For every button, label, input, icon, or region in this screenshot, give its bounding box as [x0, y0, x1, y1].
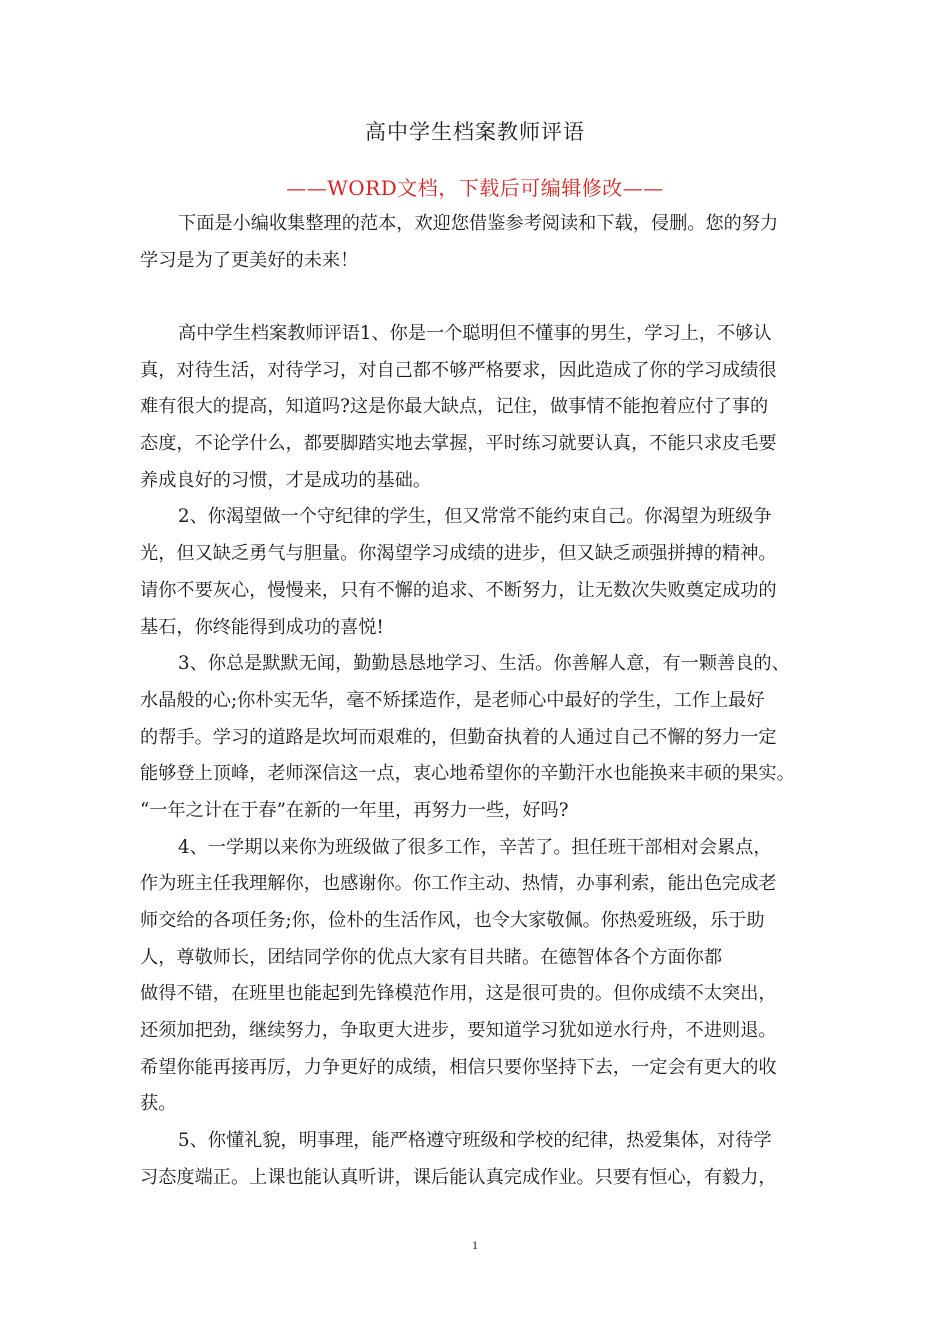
body-line: 水晶般的心;你朴实无华，毫不矫揉造作，是老师心中最好的学生，工作上最好 [140, 689, 765, 711]
body-line: 真，对待生活，对待学习，对自己都不够严格要求，因此造成了你的学习成绩很 [140, 359, 777, 381]
comments-body [140, 316, 830, 1197]
intro-paragraph [140, 206, 830, 279]
body-line: 难有很大的提高，知道吗?这是你最大缺点，记住，做事情不能抱着应付了事的 [140, 396, 769, 418]
body-line: 的帮手。学习的道路是坎坷而艰难的，但勤奋执着的人通过自己不懈的努力一定 [140, 726, 777, 748]
body-line: 基石，你终能得到成功的喜悦! [140, 616, 384, 638]
body-line: 态度，不论学什么，都要脚踏实地去掌握，平时练习就要认真，不能只求皮毛要 [140, 433, 777, 455]
intro-line: 下面是小编收集整理的范本，欢迎您借鉴参考阅读和下载，侵删。您的努力 [178, 213, 779, 234]
body-line: 还须加把劲，继续努力，争取更大进步，要知道学习犹如逆水行舟，不进则退。 [140, 1020, 777, 1042]
body-line: 获。 [140, 1093, 177, 1115]
body-line: 高中学生档案教师评语1、你是一个聪明但不懂事的男生，学习上，不够认 [178, 323, 772, 344]
body-line: 作为班主任我理解你，也感谢你。你工作主动、热情，办事利索，能出色完成老 [140, 873, 777, 895]
body-line: “一年之计在于春”在新的一年里，再努力一些，好吗? [140, 799, 569, 821]
body-line: 4、一学期以来你为班级做了很多工作，辛苦了。担任班干部相对会累点， [178, 836, 772, 858]
body-line: 光，但又缺乏勇气与胆量。你渴望学习成绩的进步，但又缺乏顽强拼搏的精神。 [140, 543, 777, 565]
body-line: 希望你能再接再厉，力争更好的成绩，相信只要你坚持下去，一定会有更大的收 [140, 1056, 777, 1078]
body-line: 做得不错，在班里也能起到先锋模范作用，这是很可贵的。但你成绩不太突出， [140, 983, 777, 1005]
body-line: 养成良好的习惯，才是成功的基础。 [140, 469, 432, 491]
body-line: 习态度端正。上课也能认真听讲，课后能认真完成作业。只要有恒心，有毅力， [140, 1166, 777, 1188]
document-title: 高中学生档案教师评语 [365, 120, 585, 144]
page-number: 1 [472, 1238, 478, 1252]
intro-line: 学习是为了更美好的未来！ [140, 249, 359, 271]
body-line: 2、你渴望做一个守纪律的学生，但又常常不能约束自己。你渴望为班级争 [178, 506, 772, 528]
body-line: 请你不要灰心，慢慢来，只有不懈的追求、不断努力，让无数次失败奠定成功的 [140, 579, 777, 601]
document-subtitle: ——WORD文档，下载后可编辑修改—— [286, 176, 664, 200]
body-line: 3、你总是默默无闻，勤勤恳恳地学习、生活。你善解人意，有一颗善良的、 [178, 653, 790, 675]
body-line: 5、你懂礼貌，明事理，能严格遵守班级和学校的纪律，热爱集体，对待学 [178, 1130, 772, 1152]
body-line: 师交给的各项任务;你，俭朴的生活作风，也令大家敬佩。你热爱班级，乐于助 [140, 910, 765, 931]
body-line: 能够登上顶峰，老师深信这一点，衷心地希望你的辛勤汗水也能换来丰硕的果实。 [140, 763, 795, 785]
body-line: 人，尊敬师长，团结同学你的优点大家有目共睹。在德智体各个方面你都 [140, 946, 723, 968]
